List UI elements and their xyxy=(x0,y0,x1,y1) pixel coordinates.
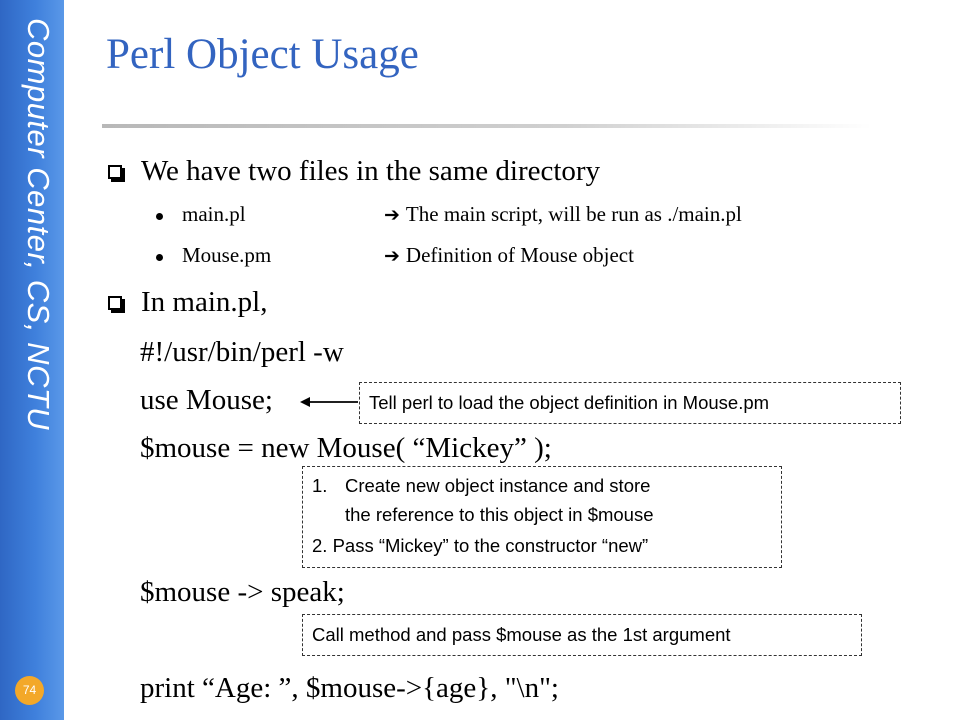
code-line-shebang: #!/usr/bin/perl -w xyxy=(140,336,344,368)
callout-text: Create new object instance and store xyxy=(345,475,651,496)
left-arrow-icon xyxy=(300,394,362,410)
sub-bullet-description xyxy=(384,202,742,227)
callout-item-2: 2. Pass “Mickey” to the constructor “new” xyxy=(312,535,649,556)
dot-bullet-icon xyxy=(156,213,163,220)
sub-bullet-description-text: The main script, will be run as ./main.pl xyxy=(405,202,742,226)
sidebar-org-label: Computer Center, CS, NCTU xyxy=(21,18,56,431)
square-bullet-icon xyxy=(108,165,122,179)
dot-bullet-icon xyxy=(156,254,163,261)
callout-method-call xyxy=(302,614,862,656)
callout-create-object xyxy=(302,466,782,568)
sidebar-band xyxy=(0,0,64,720)
callout-item-1 xyxy=(312,475,650,497)
page-number-badge: 74 xyxy=(15,676,44,705)
code-line-use: use Mouse; xyxy=(140,384,273,416)
sub-bullet-description xyxy=(384,243,634,268)
callout-text: Tell perl to load the object definition in Mouse.pm xyxy=(369,392,770,413)
bullet-text: In main.pl, xyxy=(141,286,268,318)
code-line-new: $mouse = new Mouse( “Mickey” ); xyxy=(140,432,552,464)
callout-text: the reference to this object in $mouse xyxy=(345,504,654,525)
thick-right-arrow-icon: ➔ xyxy=(384,245,400,267)
sub-bullet-filename: Mouse.pm xyxy=(182,243,272,267)
code-line-print: print “Age: ”, $mouse->{age}, "\n"; xyxy=(140,672,559,704)
thick-right-arrow-icon: ➔ xyxy=(384,204,400,226)
square-bullet-icon xyxy=(108,296,122,310)
sub-bullet-description-text: Definition of Mouse object xyxy=(405,243,634,267)
slide-title: Perl Object Usage xyxy=(106,31,419,78)
callout-item-number: 1. xyxy=(312,475,328,496)
callout-load-definition xyxy=(359,382,901,424)
callout-text: Call method and pass $mouse as the 1st argument xyxy=(312,624,731,645)
bullet-text: We have two files in the same directory xyxy=(141,155,601,187)
code-line-speak: $mouse -> speak; xyxy=(140,576,345,608)
sub-bullet-filename: main.pl xyxy=(182,202,246,226)
title-divider xyxy=(102,124,872,128)
